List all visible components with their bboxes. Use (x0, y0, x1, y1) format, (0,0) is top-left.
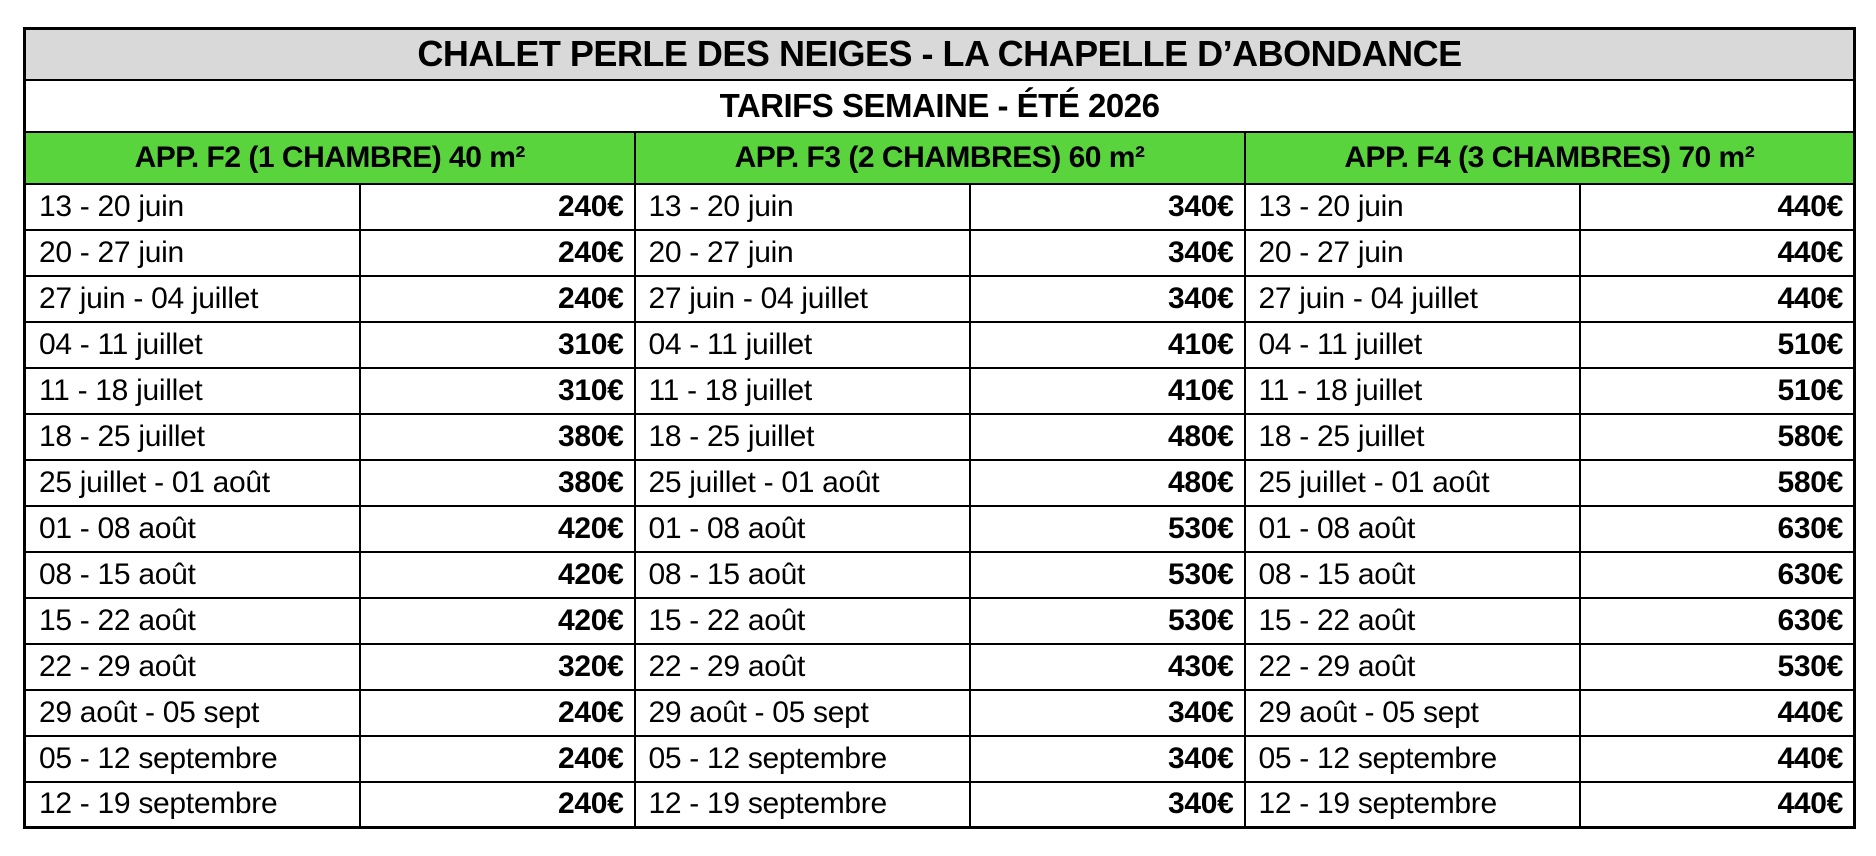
price-cell: 340€ (970, 276, 1245, 322)
price-cell: 240€ (360, 690, 635, 736)
period-cell: 04 - 11 juillet (1245, 322, 1580, 368)
price-cell: 510€ (1580, 368, 1855, 414)
price-cell: 530€ (970, 552, 1245, 598)
period-cell: 05 - 12 septembre (635, 736, 970, 782)
period-cell: 18 - 25 juillet (1245, 414, 1580, 460)
table-row (25, 184, 1855, 230)
table-row (25, 460, 1855, 506)
price-cell: 440€ (1580, 184, 1855, 230)
apartment-f3-header: APP. F3 (2 CHAMBRES) 60 m² (635, 132, 1245, 184)
price-cell: 240€ (360, 736, 635, 782)
price-cell: 440€ (1580, 690, 1855, 736)
period-cell: 29 août - 05 sept (25, 690, 360, 736)
apartment-header-row (25, 132, 1855, 184)
period-cell: 25 juillet - 01 août (25, 460, 360, 506)
price-cell: 340€ (970, 736, 1245, 782)
price-cell: 420€ (360, 552, 635, 598)
price-cell: 240€ (360, 184, 635, 230)
period-cell: 29 août - 05 sept (635, 690, 970, 736)
period-cell: 22 - 29 août (635, 644, 970, 690)
price-cell: 340€ (970, 782, 1245, 828)
price-cell: 440€ (1580, 782, 1855, 828)
period-cell: 13 - 20 juin (25, 184, 360, 230)
table-row (25, 230, 1855, 276)
period-cell: 27 juin - 04 juillet (1245, 276, 1580, 322)
table-row (25, 736, 1855, 782)
price-cell: 410€ (970, 368, 1245, 414)
period-cell: 13 - 20 juin (635, 184, 970, 230)
table-row (25, 690, 1855, 736)
price-cell: 440€ (1580, 736, 1855, 782)
period-cell: 22 - 29 août (1245, 644, 1580, 690)
table-row (25, 276, 1855, 322)
period-cell: 15 - 22 août (635, 598, 970, 644)
tariff-table (23, 27, 1856, 829)
price-cell: 320€ (360, 644, 635, 690)
price-cell: 410€ (970, 322, 1245, 368)
price-cell: 580€ (1580, 460, 1855, 506)
table-row (25, 644, 1855, 690)
period-cell: 08 - 15 août (1245, 552, 1580, 598)
period-cell: 11 - 18 juillet (25, 368, 360, 414)
price-cell: 340€ (970, 690, 1245, 736)
period-cell: 01 - 08 août (25, 506, 360, 552)
price-cell: 530€ (970, 506, 1245, 552)
period-cell: 15 - 22 août (25, 598, 360, 644)
period-cell: 25 juillet - 01 août (1245, 460, 1580, 506)
price-cell: 580€ (1580, 414, 1855, 460)
price-cell: 440€ (1580, 276, 1855, 322)
period-cell: 15 - 22 août (1245, 598, 1580, 644)
price-cell: 480€ (970, 414, 1245, 460)
tariff-rows (25, 184, 1855, 828)
price-cell: 380€ (360, 414, 635, 460)
period-cell: 25 juillet - 01 août (635, 460, 970, 506)
period-cell: 20 - 27 juin (1245, 230, 1580, 276)
period-cell: 27 juin - 04 juillet (635, 276, 970, 322)
chalet-title: CHALET PERLE DES NEIGES - LA CHAPELLE D’ABONDANCE (25, 29, 1855, 80)
price-cell: 340€ (970, 184, 1245, 230)
table-row (25, 552, 1855, 598)
apartment-f2-header: APP. F2 (1 CHAMBRE) 40 m² (25, 132, 635, 184)
period-cell: 27 juin - 04 juillet (25, 276, 360, 322)
period-cell: 12 - 19 septembre (25, 782, 360, 828)
period-cell: 08 - 15 août (635, 552, 970, 598)
period-cell: 11 - 18 juillet (635, 368, 970, 414)
price-cell: 530€ (970, 598, 1245, 644)
period-cell: 22 - 29 août (25, 644, 360, 690)
period-cell: 12 - 19 septembre (635, 782, 970, 828)
period-cell: 01 - 08 août (635, 506, 970, 552)
period-cell: 20 - 27 juin (25, 230, 360, 276)
subtitle-row (25, 80, 1855, 132)
price-cell: 510€ (1580, 322, 1855, 368)
table-row (25, 368, 1855, 414)
period-cell: 01 - 08 août (1245, 506, 1580, 552)
price-cell: 420€ (360, 598, 635, 644)
price-cell: 630€ (1580, 552, 1855, 598)
price-cell: 240€ (360, 276, 635, 322)
period-cell: 29 août - 05 sept (1245, 690, 1580, 736)
price-cell: 480€ (970, 460, 1245, 506)
price-cell: 420€ (360, 506, 635, 552)
period-cell: 13 - 20 juin (1245, 184, 1580, 230)
price-cell: 430€ (970, 644, 1245, 690)
table-row (25, 322, 1855, 368)
period-cell: 04 - 11 juillet (25, 322, 360, 368)
price-cell: 240€ (360, 782, 635, 828)
season-subtitle: TARIFS SEMAINE - ÉTÉ 2026 (25, 80, 1855, 132)
title-row (25, 29, 1855, 80)
period-cell: 18 - 25 juillet (25, 414, 360, 460)
price-cell: 380€ (360, 460, 635, 506)
period-cell: 20 - 27 juin (635, 230, 970, 276)
table-row (25, 414, 1855, 460)
price-cell: 440€ (1580, 230, 1855, 276)
price-cell: 310€ (360, 368, 635, 414)
price-cell: 310€ (360, 322, 635, 368)
price-cell: 630€ (1580, 506, 1855, 552)
period-cell: 18 - 25 juillet (635, 414, 970, 460)
price-cell: 530€ (1580, 644, 1855, 690)
apartment-f4-header: APP. F4 (3 CHAMBRES) 70 m² (1245, 132, 1855, 184)
period-cell: 12 - 19 septembre (1245, 782, 1580, 828)
period-cell: 08 - 15 août (25, 552, 360, 598)
table-row (25, 598, 1855, 644)
table-row (25, 782, 1855, 828)
period-cell: 05 - 12 septembre (25, 736, 360, 782)
period-cell: 11 - 18 juillet (1245, 368, 1580, 414)
period-cell: 05 - 12 septembre (1245, 736, 1580, 782)
period-cell: 04 - 11 juillet (635, 322, 970, 368)
table-row (25, 506, 1855, 552)
price-cell: 240€ (360, 230, 635, 276)
price-cell: 340€ (970, 230, 1245, 276)
price-cell: 630€ (1580, 598, 1855, 644)
